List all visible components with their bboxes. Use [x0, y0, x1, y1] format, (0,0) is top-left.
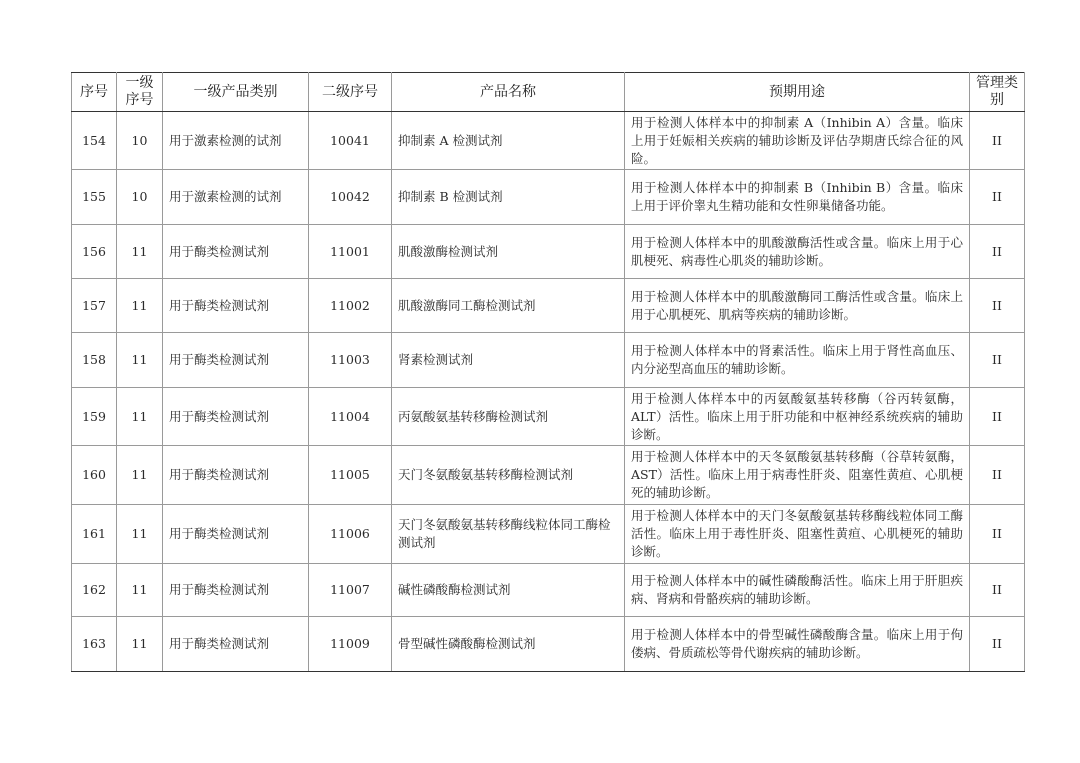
cell-seq: 156 [72, 225, 117, 279]
cell-mgmt-class: II [970, 333, 1025, 388]
cell-mgmt-class: II [970, 505, 1025, 564]
table-row [72, 505, 1025, 564]
cell-seq: 162 [72, 564, 117, 617]
cell-seq: 155 [72, 170, 117, 225]
header-seq: 序号 [72, 73, 117, 112]
cell-level1-seq: 11 [117, 333, 163, 388]
cell-level1-seq: 11 [117, 225, 163, 279]
cell-level1-category: 用于激素检测的试剂 [163, 112, 309, 170]
cell-level2-seq: 11004 [309, 388, 392, 446]
cell-level1-category: 用于酶类检测试剂 [163, 505, 309, 564]
cell-mgmt-class: II [970, 225, 1025, 279]
cell-level2-seq: 11001 [309, 225, 392, 279]
cell-level1-category: 用于酶类检测试剂 [163, 564, 309, 617]
cell-level1-category: 用于酶类检测试剂 [163, 388, 309, 446]
cell-mgmt-class: II [970, 617, 1025, 672]
header-product-name: 产品名称 [392, 73, 625, 112]
cell-mgmt-class: II [970, 112, 1025, 170]
table-row [72, 279, 1025, 333]
cell-level1-seq: 11 [117, 617, 163, 672]
cell-mgmt-class: II [970, 170, 1025, 225]
table-row [72, 112, 1025, 170]
header-level1-seq: 一级序号 [117, 73, 163, 112]
cell-mgmt-class: II [970, 446, 1025, 505]
cell-product-name: 抑制素 A 检测试剂 [392, 112, 625, 170]
cell-seq: 163 [72, 617, 117, 672]
cell-intended-use: 用于检测人体样本中的抑制素 A（Inhibin A）含量。临床上用于妊娠相关疾病的辅助诊断及评估孕期唐氏综合征的风险。 [625, 112, 970, 170]
cell-mgmt-class: II [970, 279, 1025, 333]
cell-level1-seq: 11 [117, 446, 163, 505]
cell-level2-seq: 11003 [309, 333, 392, 388]
cell-intended-use: 用于检测人体样本中的抑制素 B（Inhibin B）含量。临床上用于评价睾丸生精功能和女性卵巢储备功能。 [625, 170, 970, 225]
cell-seq: 154 [72, 112, 117, 170]
table-row [72, 617, 1025, 672]
cell-level2-seq: 10042 [309, 170, 392, 225]
cell-product-name: 丙氨酸氨基转移酶检测试剂 [392, 388, 625, 446]
cell-intended-use: 用于检测人体样本中的肌酸激酶同工酶活性或含量。临床上用于心肌梗死、肌病等疾病的辅助诊断。 [625, 279, 970, 333]
header-level2-seq: 二级序号 [309, 73, 392, 112]
cell-level2-seq: 11006 [309, 505, 392, 564]
cell-level1-category: 用于酶类检测试剂 [163, 333, 309, 388]
cell-level2-seq: 11002 [309, 279, 392, 333]
cell-level1-seq: 11 [117, 505, 163, 564]
cell-product-name: 抑制素 B 检测试剂 [392, 170, 625, 225]
cell-level1-seq: 10 [117, 170, 163, 225]
cell-mgmt-class: II [970, 388, 1025, 446]
cell-seq: 160 [72, 446, 117, 505]
header-row [72, 73, 1025, 112]
cell-level1-seq: 11 [117, 388, 163, 446]
cell-product-name: 骨型碱性磷酸酶检测试剂 [392, 617, 625, 672]
cell-level1-category: 用于酶类检测试剂 [163, 617, 309, 672]
cell-level2-seq: 11009 [309, 617, 392, 672]
cell-level1-category: 用于酶类检测试剂 [163, 225, 309, 279]
product-classification-table [71, 72, 1025, 672]
cell-level1-category: 用于激素检测的试剂 [163, 170, 309, 225]
cell-intended-use: 用于检测人体样本中的天冬氨酸氨基转移酶（谷草转氨酶，AST）活性。临床上用于病毒性肝炎、阻塞性黄疸、心肌梗死的辅助诊断。 [625, 446, 970, 505]
cell-level2-seq: 11005 [309, 446, 392, 505]
cell-level1-category: 用于酶类检测试剂 [163, 279, 309, 333]
cell-mgmt-class: II [970, 564, 1025, 617]
header-level1-category: 一级产品类别 [163, 73, 309, 112]
cell-intended-use: 用于检测人体样本中的骨型碱性磷酸酶含量。临床上用于佝偻病、骨质疏松等骨代谢疾病的辅助诊断。 [625, 617, 970, 672]
cell-seq: 157 [72, 279, 117, 333]
header-intended-use: 预期用途 [625, 73, 970, 112]
cell-product-name: 肌酸激酶检测试剂 [392, 225, 625, 279]
cell-product-name: 肌酸激酶同工酶检测试剂 [392, 279, 625, 333]
cell-intended-use: 用于检测人体样本中的天门冬氨酸氨基转移酶线粒体同工酶活性。临床上用于毒性肝炎、阻塞性黄疸、心肌梗死的辅助诊断。 [625, 505, 970, 564]
table-row [72, 333, 1025, 388]
table-row [72, 564, 1025, 617]
cell-intended-use: 用于检测人体样本中的碱性磷酸酶活性。临床上用于肝胆疾病、肾病和骨骼疾病的辅助诊断。 [625, 564, 970, 617]
cell-level1-category: 用于酶类检测试剂 [163, 446, 309, 505]
cell-product-name: 肾素检测试剂 [392, 333, 625, 388]
cell-seq: 158 [72, 333, 117, 388]
cell-level1-seq: 11 [117, 564, 163, 617]
table-row [72, 170, 1025, 225]
cell-intended-use: 用于检测人体样本中的肾素活性。临床上用于肾性高血压、内分泌型高血压的辅助诊断。 [625, 333, 970, 388]
cell-product-name: 天门冬氨酸氨基转移酶线粒体同工酶检测试剂 [392, 505, 625, 564]
cell-level2-seq: 10041 [309, 112, 392, 170]
cell-level2-seq: 11007 [309, 564, 392, 617]
cell-intended-use: 用于检测人体样本中的丙氨酸氨基转移酶（谷丙转氨酶，ALT）活性。临床上用于肝功能和中枢神经系统疾病的辅助诊断。 [625, 388, 970, 446]
cell-level1-seq: 11 [117, 279, 163, 333]
cell-product-name: 碱性磷酸酶检测试剂 [392, 564, 625, 617]
table-row [72, 446, 1025, 505]
table-row [72, 225, 1025, 279]
cell-intended-use: 用于检测人体样本中的肌酸激酶活性或含量。临床上用于心肌梗死、病毒性心肌炎的辅助诊断。 [625, 225, 970, 279]
cell-seq: 159 [72, 388, 117, 446]
header-mgmt-class: 管理类别 [970, 73, 1025, 112]
cell-level1-seq: 10 [117, 112, 163, 170]
table-row [72, 388, 1025, 446]
cell-seq: 161 [72, 505, 117, 564]
cell-product-name: 天门冬氨酸氨基转移酶检测试剂 [392, 446, 625, 505]
